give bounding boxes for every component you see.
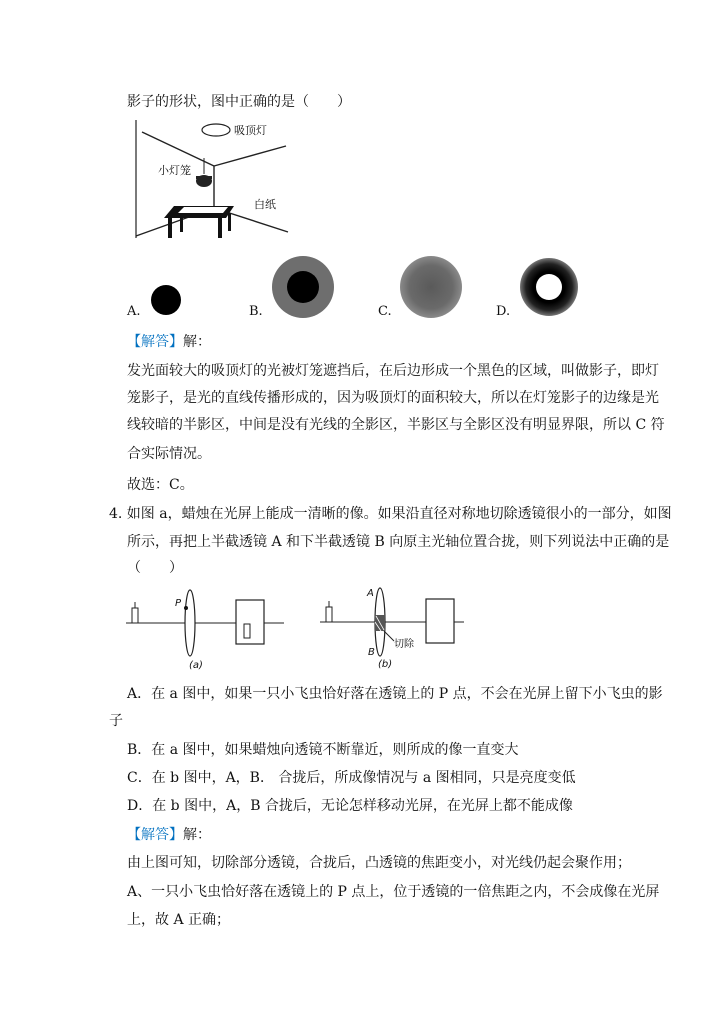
q3-analysis-line-4: 合实际情况。 [127,446,211,462]
label-ceiling-lamp: 吸顶灯 [234,124,267,137]
q4-option-c: C．在 b 图中，A，B． 合拢后，所成像情况与 a 图相同，只是亮度变低 [127,770,576,786]
q3-answer-heading: 【解答】解： [127,334,211,350]
label-cut: 切除 [394,639,414,650]
shadow-option-d [518,256,580,318]
q3-choice: 故选：C。 [127,477,194,493]
q4-option-b: B．在 a 图中，如果蜡烛向透镜不断靠近，则所成的像一直变大 [127,742,519,758]
label-white-paper: 白纸 [254,198,276,211]
answer-tag: 【解答】 [127,334,183,350]
shadow-option-b [270,254,336,320]
label-b: (b) [378,659,393,670]
q3-room-figure [134,118,294,244]
q4-option-a-line-2: 子 [109,713,123,729]
q3-stem-tail: 影子的形状，图中正确的是（ ） [127,94,351,110]
label-a: (a) [189,660,203,670]
q4-analysis-line-1: 由上图可知，切除部分透镜，合拢后，凸透镜的焦距变小，对光线仍起会聚作用； [127,855,631,871]
candle-icon [326,607,332,622]
q4-stem-line-2: 所示，再把上半截透镜 A 和下半截透镜 B 向原主光轴位置合拢，则下列说法中正确的是 [127,534,670,550]
light-screen-icon [426,599,454,643]
q3-option-d-label: D. [496,304,511,319]
q3-analysis-line-1: 发光面较大的吸顶灯的光被灯笼遮挡后，在后边形成一个黑色的区域，叫做影子，即灯 [127,363,659,379]
shadow-option-a [148,282,184,318]
q3-option-a-label: A. [127,304,141,319]
lens-icon [185,590,195,656]
point-p [184,606,188,610]
label-lens-b: B [368,647,375,658]
q4-answer-heading: 【解答】解： [127,827,211,843]
label-lantern: 小灯笼 [158,164,191,177]
q4-stem-line-3: （ ） [127,560,183,576]
q3-option-b-label: B. [249,304,263,319]
candle-icon [132,608,138,623]
answer-tag: 【解答】 [127,827,183,843]
shadow-option-c [398,254,464,320]
q3-analysis-line-3: 线较暗的半影区，中间是没有光线的全影区，半影区与全影区没有明显界限，所以 C 符 [127,417,665,433]
label-p: P [175,598,182,609]
q4-figure-b [318,585,468,671]
q4-option-d: D．在 b 图中，A，B 合拢后，无论怎样移动光屏，在光屏上都不能成像 [127,798,573,814]
q4-option-a-line-1: A．在 a 图中，如果一只小飞虫恰好落在透镜上的 P 点，不会在光屏上留下小飞虫的影 [127,686,663,702]
ceiling-lamp-icon [202,124,230,136]
q3-analysis-line-2: 笼影子，是光的直线传播形成的，因为吸顶灯的面积较大，所以在灯笼影子的边缘是光 [127,390,659,406]
q4-figure-a [124,588,288,670]
label-lens-a: A [367,588,374,599]
q3-option-c-label: C. [378,304,392,319]
q4-analysis-line-2: A、一只小飞虫恰好落在透镜上的 P 点上，位于透镜的一倍焦距之内，不会成像在光屏 [127,884,660,900]
q4-analysis-line-3: 上，故 A 正确； [127,912,231,928]
q4-stem-line-1: 4. 如图 a，蜡烛在光屏上能成一清晰的像。如果沿直径对称地切除透镜很小的一部分，如图 [109,506,672,522]
